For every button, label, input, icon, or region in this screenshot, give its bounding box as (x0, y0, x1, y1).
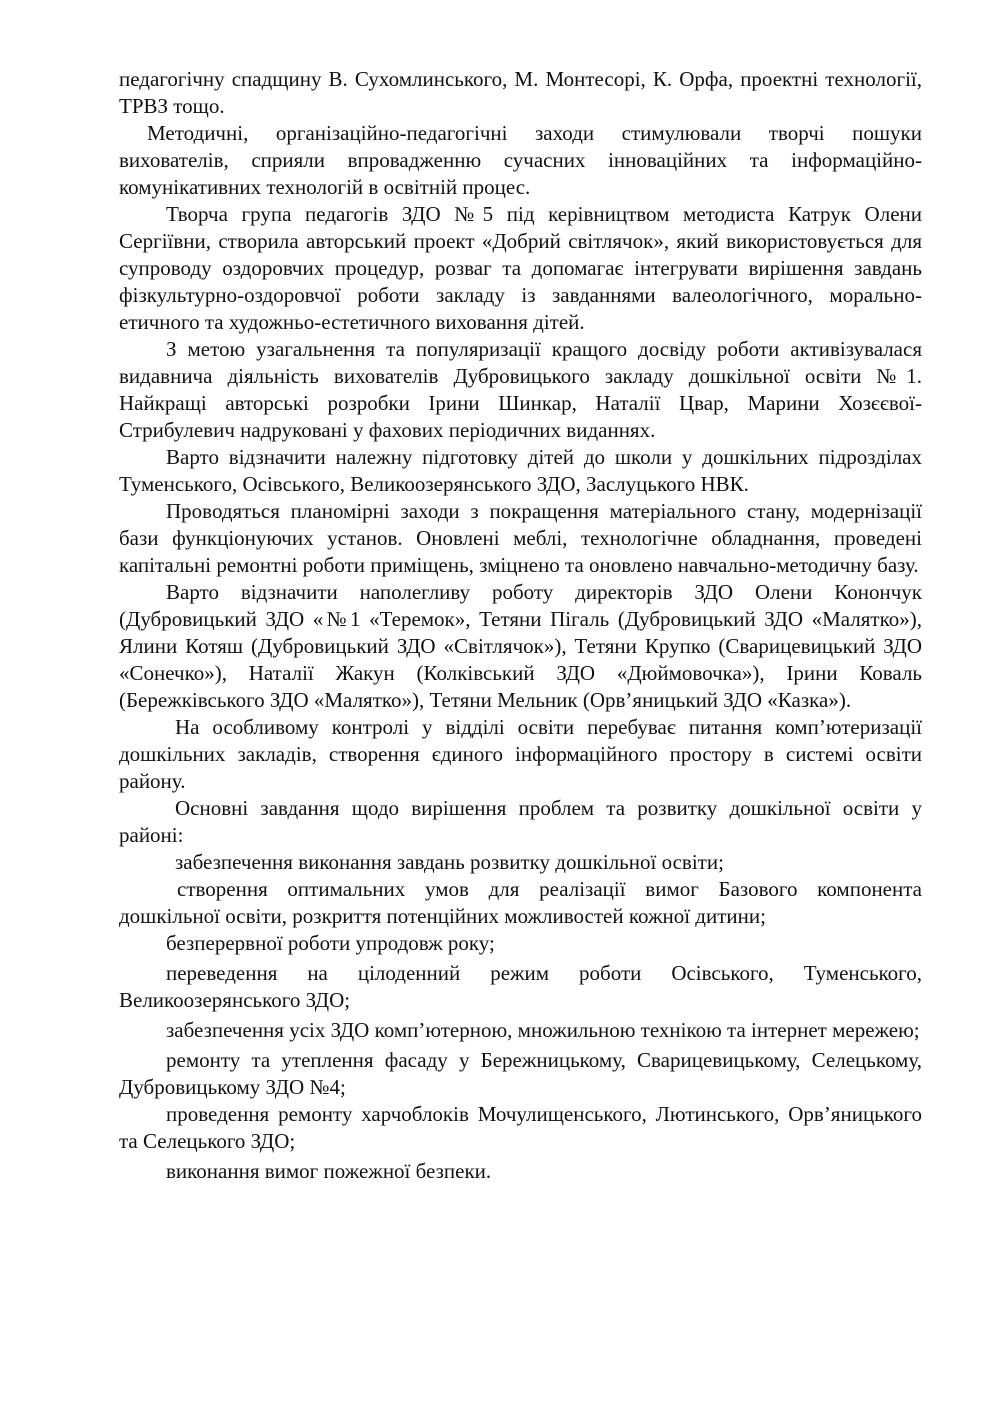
paragraph-creative-group: Творча група педагогів ЗДО №5 під керівництвом методиста Катрук Олени Сергіївни, створила авторський проект «Добрий світлячок», який використовується для супроводу оздоровчих процедур, розваг та допомагає інтегрувати вирішення завдань фізкультурно-оздоровчої роботи закладу із завданнями валеологічного, морально-етичного та художньо-естетичного виховання дітей. (119, 202, 922, 334)
task-item: переведення на цілоденний режим роботи Осівського, Туменського, Великоозерянського ЗДО; (119, 961, 922, 1012)
tasks-list (119, 849, 922, 1185)
task-item: забезпечення усіх ЗДО комп’ютерною, множильною технікою та інтернет мережею; (166, 1018, 920, 1042)
task-item: проведення ремонту харчоблоків Мочулищенського, Лютинського, Орв’яницького та Селецького ЗДО; (119, 1102, 922, 1153)
task-item: виконання вимог пожежної безпеки. (166, 1159, 492, 1183)
paragraph-intro-continuation: педагогічну спадщину В. Сухомлинського, М. Монтесорі, К. Орфа, проектні технології, ТРВЗ тощо. (119, 67, 922, 118)
document-page (119, 66, 922, 1185)
paragraph-methodical-events: Методичні, організаційно-педагогічні заходи стимулювали творчі пошуки вихователів, сприяли впровадженню сучасних інноваційних та інформаційно-комунікативних технологій в освітній процес. (119, 121, 922, 199)
task-item: забезпечення виконання завдань розвитку дошкільної освіти; (175, 850, 724, 874)
task-item: безперервної роботи упродовж року; (166, 931, 495, 955)
task-item: ремонту та утеплення фасаду у Бережницькому, Сварицевицькому, Селецькому, Дубровицькому ЗДО №4; (119, 1048, 922, 1099)
paragraph-directors-work: Варто відзначити наполегливу роботу директорів ЗДО Олени Конончук (Дубровицький ЗДО «№1 «Теремок», Тетяни Пігаль (Дубровицький ЗДО «Малятко»), Ялини Котяш (Дубровицький ЗДО «Світлячок»), Тетяни Крупко (Сварицевицький ЗДО «Сонечко»), Наталії Жакун (Колківський ЗДО «Дюймовочка»), Ірини Коваль (Бережківського ЗДО «Малятко»), Тетяни Мельник (Орв’яницький ЗДО «Казка»). (119, 580, 922, 712)
paragraph-material-improvements: Проводяться планомірні заходи з покращення матеріального стану, модернізації бази функціонуючих установ. Оновлені меблі, технологічне обладнання, проведені капітальні ремонтні роботи приміщень, зміцнено та оновлено навчально-методичну базу. (119, 499, 922, 577)
task-item: створення оптимальних умов для реалізації вимог Базового компонента дошкільної освіти, розкриття потенційних можливостей кожної дитини; (119, 877, 922, 928)
paragraph-computerization: На особливому контролі у відділі освіти перебуває питання комп’ютеризації дошкільних закладів, створення єдиного інформаційного простору в системі освіти району. (119, 715, 922, 793)
paragraph-main-tasks-intro: Основні завдання щодо вирішення проблем та розвитку дошкільної освіти у районі: (119, 796, 922, 847)
paragraph-school-preparation: Варто відзначити належну підготовку дітей до школи у дошкільних підрозділах Туменського, Осівського, Великоозерянського ЗДО, Заслуцького НВК. (119, 445, 922, 496)
paragraph-publishing-activity: З метою узагальнення та популяризації кращого досвіду роботи активізувалася видавнича діяльність вихователів Дубровицького закладу дошкільної освіти №1. Найкращі авторські розробки Ірини Шинкар, Наталії Цвар, Марини Хозєєвої-Стрибулевич надруковані у фахових періодичних виданнях. (119, 337, 922, 442)
